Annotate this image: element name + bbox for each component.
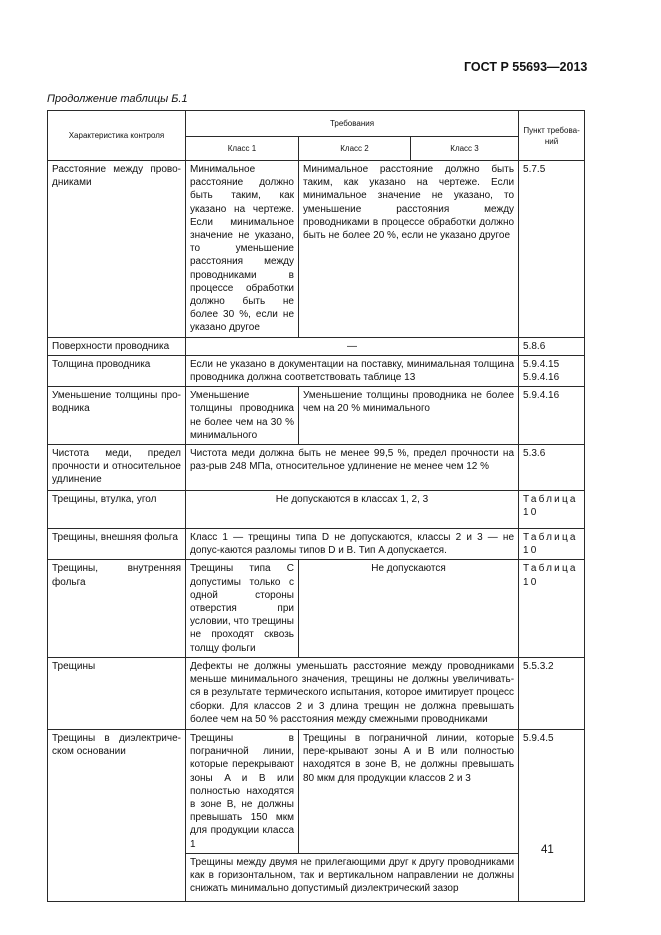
row-class-2-3-requirement: Трещины в пограничной линии, которые пере-крывают зоны A и B или полностью находятся в зоне B, не должны превышать 80 мкм для продукции классов 2 и 3: [299, 729, 519, 853]
header-requirements: Требования: [186, 111, 519, 137]
row-clause: 5.9.4.16: [519, 387, 585, 445]
header-row: [48, 111, 585, 137]
header-class-1: Класс 1: [186, 137, 299, 161]
row-class-1-requirement: Трещины в пограничной линии, которые перекрывают зоны A и B или полностью находятся в зоне B, не должны превышать 150 мкм для продукции класса 1: [186, 729, 299, 853]
table-row: [48, 491, 585, 529]
header-characteristic: Характеристика контроля: [48, 111, 186, 161]
row-characteristic: Уменьшение толщины про-водника: [48, 387, 186, 445]
row-characteristic: Трещины: [48, 657, 186, 729]
row-all-classes-requirement: Дефекты не должны уменьшать расстояние между проводниками меньше минимального значения, трещины не должны увеличивать-ся в результате термического испытания, которое имитирует процесс сборки. Для классов 2 и 3 длина трещин не должна превышать более чем на 50 % расстояния между смежными проводниками: [186, 657, 519, 729]
row-class-1-requirement: Минимальное расстояние должно быть таким, как указано на чертеже. Если минимальное значение не указано, то уменьшение расстояния между проводниками в процессе обработки должно быть не более 30 %, если не указано другое: [186, 161, 299, 338]
table-row: [48, 337, 585, 355]
table-row: [48, 560, 585, 657]
row-clause: Таблица 10: [519, 560, 585, 657]
row-clause: 5.5.3.2: [519, 657, 585, 729]
row-characteristic: Трещины в диэлектриче-ском основании: [48, 729, 186, 901]
row-class-2-3-requirement: Уменьшение толщины проводника не более чем на 20 % минимального: [299, 387, 519, 445]
row-clause: 5.9.4.5: [519, 729, 585, 901]
document-code: ГОСТ Р 55693—2013: [464, 60, 588, 74]
table-row: [48, 729, 585, 853]
page-number: 41: [541, 844, 554, 856]
row-class-1-requirement: Уменьшение толщины проводника не более чем на 30 % минимального: [186, 387, 299, 445]
table-row: [48, 355, 585, 386]
row-class-2-3-requirement: Минимальное расстояние должно быть таким, как указано на чертеже. Если минимальное значение не указано, то уменьшение расстояния между проводниками в процессе обработки должно быть не более 20 %, если не указано другое: [299, 161, 519, 338]
table-row: [48, 657, 585, 729]
row-characteristic: Трещины, внутренняя фольга: [48, 560, 186, 657]
row-characteristic: Толщина проводника: [48, 355, 186, 386]
row-all-classes-requirement: —: [186, 337, 519, 355]
row-clause: Таблица 10: [519, 491, 585, 529]
table-row: [48, 445, 585, 491]
header-class-2: Класс 2: [299, 137, 411, 161]
row-all-classes-requirement: Класс 1 — трещины типа D не допускаются, классы 2 и 3 — не допус-каются разломы типов D и B. Тип A допускается.: [186, 529, 519, 560]
row-clause: Таблица 10: [519, 529, 585, 560]
row-clause: 5.8.6: [519, 337, 585, 355]
row-clause: 5.7.5: [519, 161, 585, 338]
row-characteristic: Трещины, внешняя фольга: [48, 529, 186, 560]
requirements-table: [47, 110, 585, 902]
row-all-classes-requirement: Чистота меди должна быть не менее 99,5 %, предел прочности на раз-рыв 248 МПа, относительное удлинение не менее чем 12 %: [186, 445, 519, 491]
row-all-classes-requirement: Если не указано в документации на поставку, минимальная толщина проводника должна соответствовать таблице 13: [186, 355, 519, 386]
row-clause: 5.3.6: [519, 445, 585, 491]
row-class-2-3-requirement: Не допускаются: [299, 560, 519, 657]
table-row: [48, 161, 585, 338]
row-characteristic: Трещины, втулка, угол: [48, 491, 186, 529]
row-characteristic: Чистота меди, предел прочности и относительное удлинение: [48, 445, 186, 491]
table-row: [48, 529, 585, 560]
header-clause: Пункт требова-ний: [519, 111, 585, 161]
row-characteristic: Поверхности проводника: [48, 337, 186, 355]
table-caption: Продолжение таблицы Б.1: [47, 93, 188, 105]
row-all-classes-requirement: Трещины между двумя не прилегающими друг к другу проводниками как в горизонтальном, так и вертикальном направлении не должны снижать минимально допустимый диэлектрический зазор: [186, 853, 519, 901]
table-row: [48, 387, 585, 445]
row-all-classes-requirement: Не допускаются в классах 1, 2, 3: [186, 491, 519, 529]
row-clause: 5.9.4.15 5.9.4.16: [519, 355, 585, 386]
row-characteristic: Расстояние между прово-дниками: [48, 161, 186, 338]
row-class-1-requirement: Трещины типа C допустимы только с одной стороны отверстия при условии, что трещины не проходят сквозь толщу фольги: [186, 560, 299, 657]
header-class-3: Класс 3: [411, 137, 519, 161]
